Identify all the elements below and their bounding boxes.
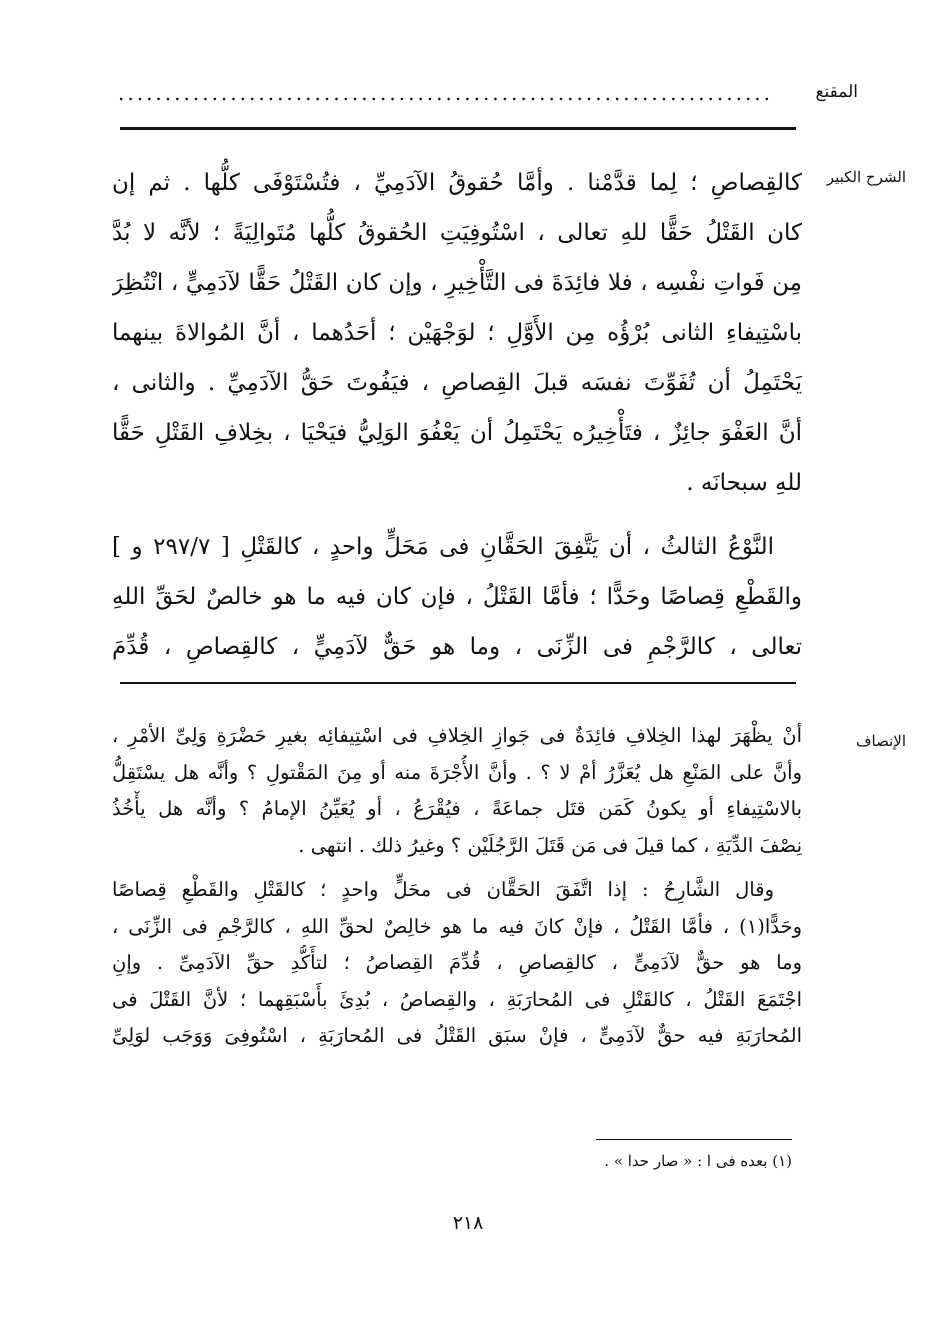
footnote-rule: [596, 1139, 792, 1140]
text-line: وحَدًّا(١) ، فأمَّا القَتْلُ ، فإنْ كانَ فيه ما هو خالِصٌ لحقِّ اللهِ ، كالرَّجْمِ فى الزِّنَى ،: [112, 914, 802, 938]
text-line: النَّوْعُ الثالثُ ، أن يَتَّفِقَ الحَقَّانِ فى مَحَلٍّ واحدٍ ، كالقَتْلِ [ ٢٩٧/٧ و ]: [112, 534, 775, 560]
text-line: والقَطْعِ قِصاصًا وحَدًّا ؛ فأمَّا القَتْلُ ، فإن كان فيه ما هو خالصٌ لحَقِّ اللهِ: [112, 584, 802, 610]
text-line: كان القَتْلُ حَقًّا للهِ تعالى ، اسْتُوفِيَتِ الحُقوقُ كلُّها مُتَوالِيَةً ؛ لأنَّه لا بُدَّ: [112, 220, 802, 246]
side-label-insaf: الإنصاف: [855, 732, 906, 750]
text-line: تعالى ، كالرَّجْمِ فى الزِّنَى ، وما هو حَقٌّ لآدَمِيٍّ ، كالقِصاصِ ، قُدِّمَ: [112, 634, 802, 660]
text-line: أنْ يظْهَرَ لهذا الخِلافِ فائِدَةٌ فى جَوازِ الخِلافِ فى اسْتِيفائِه بغيرِ حَضْرَةِ وَلِىِّ الأمْرِ ،: [112, 724, 802, 747]
text-line: المُحارَبَةِ فيه حقٌّ لآدَمِىٍّ ، فإنْ سبَق القَتْلُ فى المُحارَبَةِ ، اسْتُوفِىَ وَوَجَب لوَلِىِّ: [112, 1024, 802, 1047]
footnote: (١) بعده فى ا : « صار حدا » .: [604, 1152, 792, 1170]
section-divider: [120, 682, 796, 684]
sharh-paragraph-2: [112, 522, 802, 672]
text-line: باسْتِيفاءِ الثانى بُرْؤُه مِن الأَوَّلِ ؛ لوَجْهَيْن ؛ أحَدُهما ، أنَّ المُوالاةَ بينهما: [112, 320, 802, 346]
sharh-paragraph-1: [112, 158, 802, 508]
text-line: وقال الشَّارِحُ : إذا اتَّفَقَ الحَقَّان فى محَلٍّ واحدٍ ؛ كالقَتْلِ والقَطْعِ قِصاصًا: [112, 878, 774, 901]
running-header-dots: ......................................................................: [118, 81, 774, 105]
insaf-paragraph-2: [112, 872, 802, 1055]
text-line: مِن فَواتِ نفْسِه ، فلا فائِدَةَ فى التَّأْخِيرِ ، وإن كان القَتْلُ حَقًّا لآدَمِيٍّ ، انْتُظِرَ: [112, 270, 802, 296]
running-header-title: المقنع: [815, 82, 858, 102]
text-line: وما هو حقٌّ لآدَمِىٍّ ، كالقِصاصِ ، قُدِّمَ القِصاصُ ؛ لتأَكُّدِ حقِّ الآدَمِىِّ . وإنِ: [112, 951, 802, 974]
side-label-sharh: الشرح الكبير: [826, 168, 906, 186]
insaf-section: [112, 718, 802, 1055]
text-line: بالاسْتِيفاءِ أو يكونُ كَمَن قتَل جماعَةً ، فيُقْرَعُ ، أو يُعَيِّنُ الإمامُ ؟ وأنَّه هل يأْخُذُ: [112, 797, 802, 820]
text-line: للهِ سبحانَه .: [686, 470, 802, 496]
text-line: وأنَّ على المَنْعِ هل يُعَزَّرُ أمْ لا ؟ . وأنَّ الأُجْرَةَ منه أو مِنَ المَقْتولِ ؟ وأنَّه هل يسْتَقِلُّ: [112, 760, 802, 784]
text-line: أنَّ العَفْوَ جائِزٌ ، فتَأْخِيرُه يَحْتَمِلُ أن يَعْفُوَ الوَلِيُّ فيَحْيَا ، بخِلافِ القَتْلِ حَقًّا: [112, 420, 802, 446]
text-line: كالقِصاصِ ؛ لِما قدَّمْنا . وأمَّا حُقوقُ الآدَمِيِّ ، فتُسْتَوْفَى كلُّها . ثم إن: [112, 170, 802, 196]
page-number: ٢١٨: [452, 1212, 484, 1234]
header-rule: [120, 127, 796, 130]
insaf-paragraph-1: [112, 718, 802, 864]
text-line: اجْتَمَعَ القَتْلُ ، كالقَتْلِ فى المُحارَبَةِ ، والقِصاصُ ، بُدِئَ بأَسْبَقِهما ؛ لأنَّ القَتْلَ فى: [112, 987, 802, 1011]
sharh-section: [112, 158, 802, 672]
text-line: نِصْفَ الدِّيَةِ ، كما قيلَ فى مَن قَتَلَ الرَّجُلَيْن ؟ وغيرُ ذلك . انتهى .: [298, 833, 802, 857]
text-line: يَحْتَمِلُ أن تُفَوِّتَ نفسَه قبلَ القِصاصِ ، فيَفُوتَ حَقُّ الآدَمِيِّ . والثانى ،: [112, 370, 802, 396]
